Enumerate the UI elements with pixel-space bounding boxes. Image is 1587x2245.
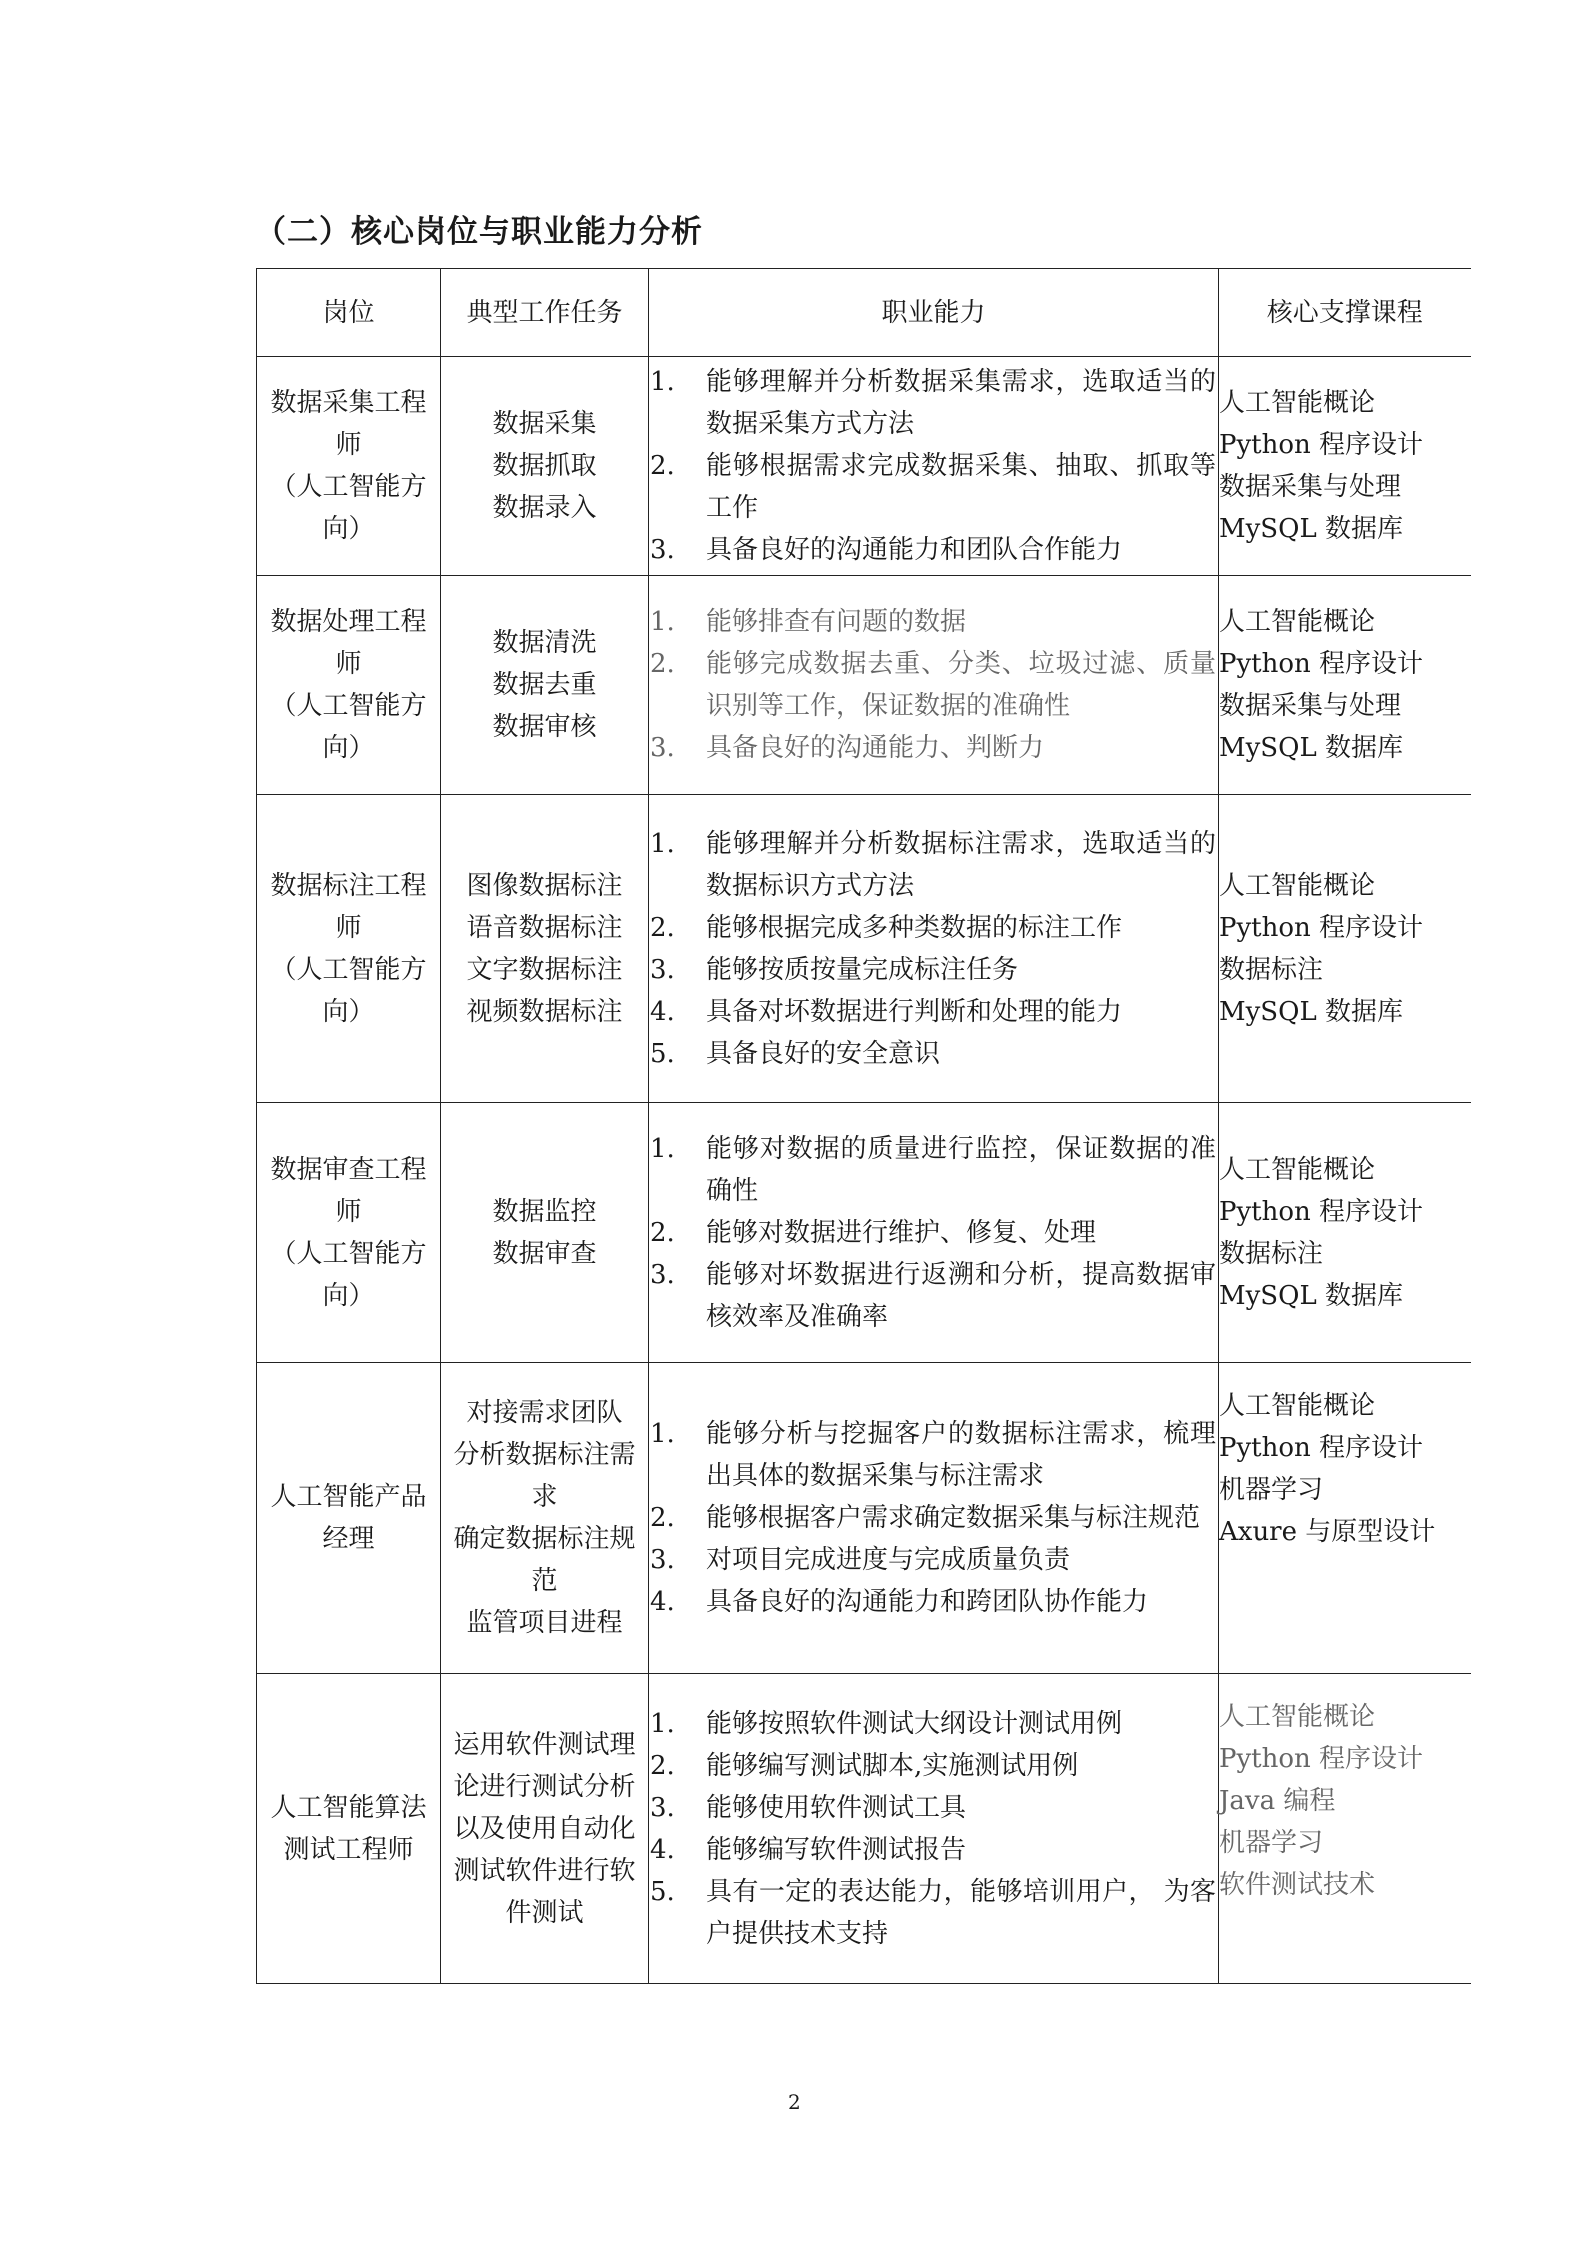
ability-item xyxy=(649,1212,1218,1254)
ability-item xyxy=(649,1128,1218,1212)
ability-item xyxy=(649,1539,1218,1581)
course-item: MySQL 数据库 xyxy=(1219,1280,1403,1311)
task-line: 数据录入 xyxy=(492,493,597,523)
ability-text: 能够根据客户需求确定数据采集与标注规范 xyxy=(706,1503,1201,1533)
ability-text: 能够理解并分析数据标注需求，选取适当的数据标识方式方法 xyxy=(706,828,1216,901)
ability-text: 能够对数据进行维护、修复、处理 xyxy=(706,1217,1097,1248)
table-row xyxy=(257,795,1471,1103)
ability-item xyxy=(649,601,1218,643)
ability-number: 4. xyxy=(650,996,675,1027)
header-post: 岗位 xyxy=(257,269,441,357)
ability-cell xyxy=(649,357,1219,576)
ability-list xyxy=(649,823,1218,1075)
course-item: MySQL 数据库 xyxy=(1219,996,1403,1027)
post-line: （人工智能方 xyxy=(270,954,427,985)
course-item: 机器学习 xyxy=(1219,1828,1324,1858)
course-item: Axure 与原型设计 xyxy=(1219,1517,1436,1547)
task-line: 对接需求团队 xyxy=(466,1398,623,1428)
career-ability-table xyxy=(256,268,1471,1984)
ability-item xyxy=(649,1581,1218,1623)
course-item: 数据标注 xyxy=(1219,1238,1324,1269)
ability-text: 具备良好的沟通能力和团队合作能力 xyxy=(706,535,1123,565)
ability-number: 3. xyxy=(650,1545,675,1575)
ability-text: 能够编写软件测试报告 xyxy=(706,1834,967,1865)
ability-item xyxy=(649,1703,1218,1745)
task-line: 数据审核 xyxy=(492,712,597,742)
ability-text: 能够对坏数据进行返溯和分析，提高数据审核效率及准确率 xyxy=(706,1259,1216,1332)
task-line: 以及使用自动化 xyxy=(453,1813,636,1844)
post-line: （人工智能方 xyxy=(270,1238,427,1269)
ability-text: 具备良好的安全意识 xyxy=(706,1038,941,1069)
ability-list xyxy=(649,1128,1218,1338)
ability-item xyxy=(649,991,1218,1033)
post-line: 向） xyxy=(322,1280,375,1311)
task-line: 文字数据标注 xyxy=(466,954,623,985)
ability-text: 能够按质按量完成标注任务 xyxy=(706,954,1019,985)
course-item: MySQL 数据库 xyxy=(1219,733,1403,763)
task-cell xyxy=(441,1674,649,1984)
header-course: 核心支撑课程 xyxy=(1219,269,1471,357)
task-cell xyxy=(441,1363,649,1674)
course-item: 人工智能概论 xyxy=(1219,1154,1376,1185)
post-cell xyxy=(257,1103,441,1363)
course-item: Python 程序设计 xyxy=(1219,430,1424,460)
course-cell xyxy=(1219,1103,1471,1363)
ability-number: 5. xyxy=(650,1038,675,1069)
task-line: 论进行测试分析 xyxy=(453,1771,636,1802)
course-item: Python 程序设计 xyxy=(1219,1196,1424,1227)
task-line: 数据去重 xyxy=(492,670,597,700)
course-item: Python 程序设计 xyxy=(1219,1433,1424,1463)
ability-number: 4. xyxy=(650,1834,675,1865)
header-ability: 职业能力 xyxy=(649,269,1219,357)
post-line: 数据标注工程 xyxy=(270,870,427,901)
table-row xyxy=(257,1103,1471,1363)
ability-item xyxy=(649,445,1218,529)
ability-text: 具有一定的表达能力，能够培训用户， 为客户提供技术支持 xyxy=(706,1876,1216,1949)
page-number: 2 xyxy=(788,2090,801,2114)
course-item: 机器学习 xyxy=(1219,1475,1324,1505)
ability-number: 2. xyxy=(650,649,675,679)
course-cell xyxy=(1219,357,1471,576)
ability-item xyxy=(649,823,1218,907)
task-line: 确定数据标注规 xyxy=(453,1524,636,1554)
ability-text: 能够使用软件测试工具 xyxy=(706,1792,967,1823)
course-item: 数据标注 xyxy=(1219,954,1324,985)
post-cell xyxy=(257,1674,441,1984)
post-cell xyxy=(257,795,441,1103)
ability-number: 2. xyxy=(650,1217,675,1248)
task-line: 测试软件进行软 xyxy=(453,1855,636,1886)
post-line: 向） xyxy=(322,733,375,763)
course-item: 人工智能概论 xyxy=(1219,1391,1376,1421)
course-item: 软件测试技术 xyxy=(1219,1870,1376,1900)
section-title: （二）核心岗位与职业能力分析 xyxy=(255,214,703,250)
ability-text: 能够根据需求完成数据采集、抽取、抓取等工作 xyxy=(706,451,1216,523)
ability-text: 具备良好的沟通能力和跨团队协作能力 xyxy=(706,1587,1149,1617)
task-line: 数据审查 xyxy=(492,1238,597,1269)
ability-number: 3. xyxy=(650,535,675,565)
ability-item xyxy=(649,1745,1218,1787)
post-cell xyxy=(257,576,441,795)
ability-text: 能够排查有问题的数据 xyxy=(706,607,967,637)
ability-item xyxy=(649,1254,1218,1338)
ability-item xyxy=(649,1829,1218,1871)
task-cell xyxy=(441,357,649,576)
ability-text: 具备良好的沟通能力、判断力 xyxy=(706,733,1045,763)
task-cell xyxy=(441,1103,649,1363)
ability-list xyxy=(649,1413,1218,1623)
ability-text: 对项目完成进度与完成质量负责 xyxy=(706,1545,1071,1575)
course-item: Java 编程 xyxy=(1219,1786,1336,1816)
course-item: 人工智能概论 xyxy=(1219,388,1376,418)
ability-item xyxy=(649,361,1218,445)
post-line: 经理 xyxy=(322,1524,375,1554)
task-line: 求 xyxy=(531,1482,558,1512)
task-line: 分析数据标注需 xyxy=(453,1440,636,1470)
post-line: 师 xyxy=(335,912,362,943)
task-line: 图像数据标注 xyxy=(466,870,623,901)
task-cell xyxy=(441,795,649,1103)
course-cell xyxy=(1219,795,1471,1103)
post-line: 数据采集工程 xyxy=(270,388,427,418)
ability-item xyxy=(649,1787,1218,1829)
course-item: Python 程序设计 xyxy=(1219,649,1424,679)
ability-item xyxy=(649,949,1218,991)
ability-number: 1. xyxy=(650,607,675,637)
ability-text: 能够编写测试脚本,实施测试用例 xyxy=(706,1750,1079,1781)
post-line: 人工智能算法 xyxy=(270,1792,427,1823)
course-item: MySQL 数据库 xyxy=(1219,514,1403,544)
ability-number: 2. xyxy=(650,1503,675,1533)
ability-number: 2. xyxy=(650,451,675,481)
course-item: 数据采集与处理 xyxy=(1219,472,1402,502)
course-cell xyxy=(1219,1674,1471,1984)
task-line: 运用软件测试理 xyxy=(453,1729,636,1760)
task-line: 数据采集 xyxy=(492,409,597,439)
ability-item xyxy=(649,1413,1218,1497)
task-line: 数据抓取 xyxy=(492,451,597,481)
ability-number: 1. xyxy=(650,828,675,859)
task-line: 监管项目进程 xyxy=(466,1608,623,1638)
ability-number: 5. xyxy=(650,1876,675,1907)
ability-item xyxy=(649,727,1218,769)
ability-text: 能够完成数据去重、分类、垃圾过滤、质量识别等工作，保证数据的准确性 xyxy=(706,649,1216,721)
task-line: 语音数据标注 xyxy=(466,912,623,943)
ability-item xyxy=(649,1033,1218,1075)
ability-list xyxy=(649,601,1218,769)
ability-text: 能够对数据的质量进行监控，保证数据的准确性 xyxy=(706,1133,1216,1206)
post-line: 向） xyxy=(322,514,375,544)
table-row xyxy=(257,1674,1471,1984)
ability-item xyxy=(649,1871,1218,1955)
ability-text: 能够理解并分析数据采集需求，选取适当的数据采集方式方法 xyxy=(706,367,1216,439)
course-item: 数据采集与处理 xyxy=(1219,691,1402,721)
ability-cell xyxy=(649,1103,1219,1363)
header-task: 典型工作任务 xyxy=(441,269,649,357)
ability-list xyxy=(649,1703,1218,1955)
ability-number: 1. xyxy=(650,1419,675,1449)
task-cell xyxy=(441,576,649,795)
ability-cell xyxy=(649,576,1219,795)
ability-number: 4. xyxy=(650,1587,675,1617)
ability-number: 1. xyxy=(650,1133,675,1164)
task-line: 范 xyxy=(531,1566,558,1596)
post-cell xyxy=(257,357,441,576)
post-line: 数据审查工程 xyxy=(270,1154,427,1185)
ability-list xyxy=(649,361,1218,571)
ability-text: 具备对坏数据进行判断和处理的能力 xyxy=(706,996,1123,1027)
task-line: 数据监控 xyxy=(492,1196,597,1227)
ability-text: 能够根据完成多种类数据的标注工作 xyxy=(706,912,1123,943)
ability-number: 3. xyxy=(650,1259,675,1290)
ability-item xyxy=(649,1497,1218,1539)
table-row xyxy=(257,576,1471,795)
post-line: 向） xyxy=(322,996,375,1027)
post-line: 数据处理工程 xyxy=(270,607,427,637)
table-row xyxy=(257,1363,1471,1674)
course-item: Python 程序设计 xyxy=(1219,912,1424,943)
table-header-row xyxy=(257,269,1471,357)
ability-item xyxy=(649,907,1218,949)
course-item: 人工智能概论 xyxy=(1219,870,1376,901)
post-line: 人工智能产品 xyxy=(270,1482,427,1512)
post-line: 师 xyxy=(335,1196,362,1227)
task-line: 数据清洗 xyxy=(492,628,597,658)
task-line: 视频数据标注 xyxy=(466,996,623,1027)
task-line: 件测试 xyxy=(505,1897,584,1928)
post-line: （人工智能方 xyxy=(270,472,427,502)
ability-number: 3. xyxy=(650,1792,675,1823)
post-line: 师 xyxy=(335,430,362,460)
course-item: 人工智能概论 xyxy=(1219,607,1376,637)
ability-number: 3. xyxy=(650,733,675,763)
post-cell xyxy=(257,1363,441,1674)
ability-text: 能够分析与挖掘客户的数据标注需求，梳理出具体的数据采集与标注需求 xyxy=(706,1419,1216,1491)
table-row xyxy=(257,357,1471,576)
ability-number: 3. xyxy=(650,954,675,985)
ability-number: 1. xyxy=(650,367,675,397)
ability-number: 2. xyxy=(650,1750,675,1781)
post-line: 师 xyxy=(335,649,362,679)
ability-item xyxy=(649,529,1218,571)
ability-number: 1. xyxy=(650,1708,675,1739)
course-item: Python 程序设计 xyxy=(1219,1744,1424,1774)
course-item: 人工智能概论 xyxy=(1219,1702,1376,1732)
ability-cell xyxy=(649,1363,1219,1674)
ability-cell xyxy=(649,1674,1219,1984)
course-cell xyxy=(1219,576,1471,795)
ability-number: 2. xyxy=(650,912,675,943)
course-cell xyxy=(1219,1363,1471,1674)
ability-cell xyxy=(649,795,1219,1103)
post-line: （人工智能方 xyxy=(270,691,427,721)
ability-item xyxy=(649,643,1218,727)
post-line: 测试工程师 xyxy=(283,1834,414,1865)
ability-text: 能够按照软件测试大纲设计测试用例 xyxy=(706,1708,1123,1739)
